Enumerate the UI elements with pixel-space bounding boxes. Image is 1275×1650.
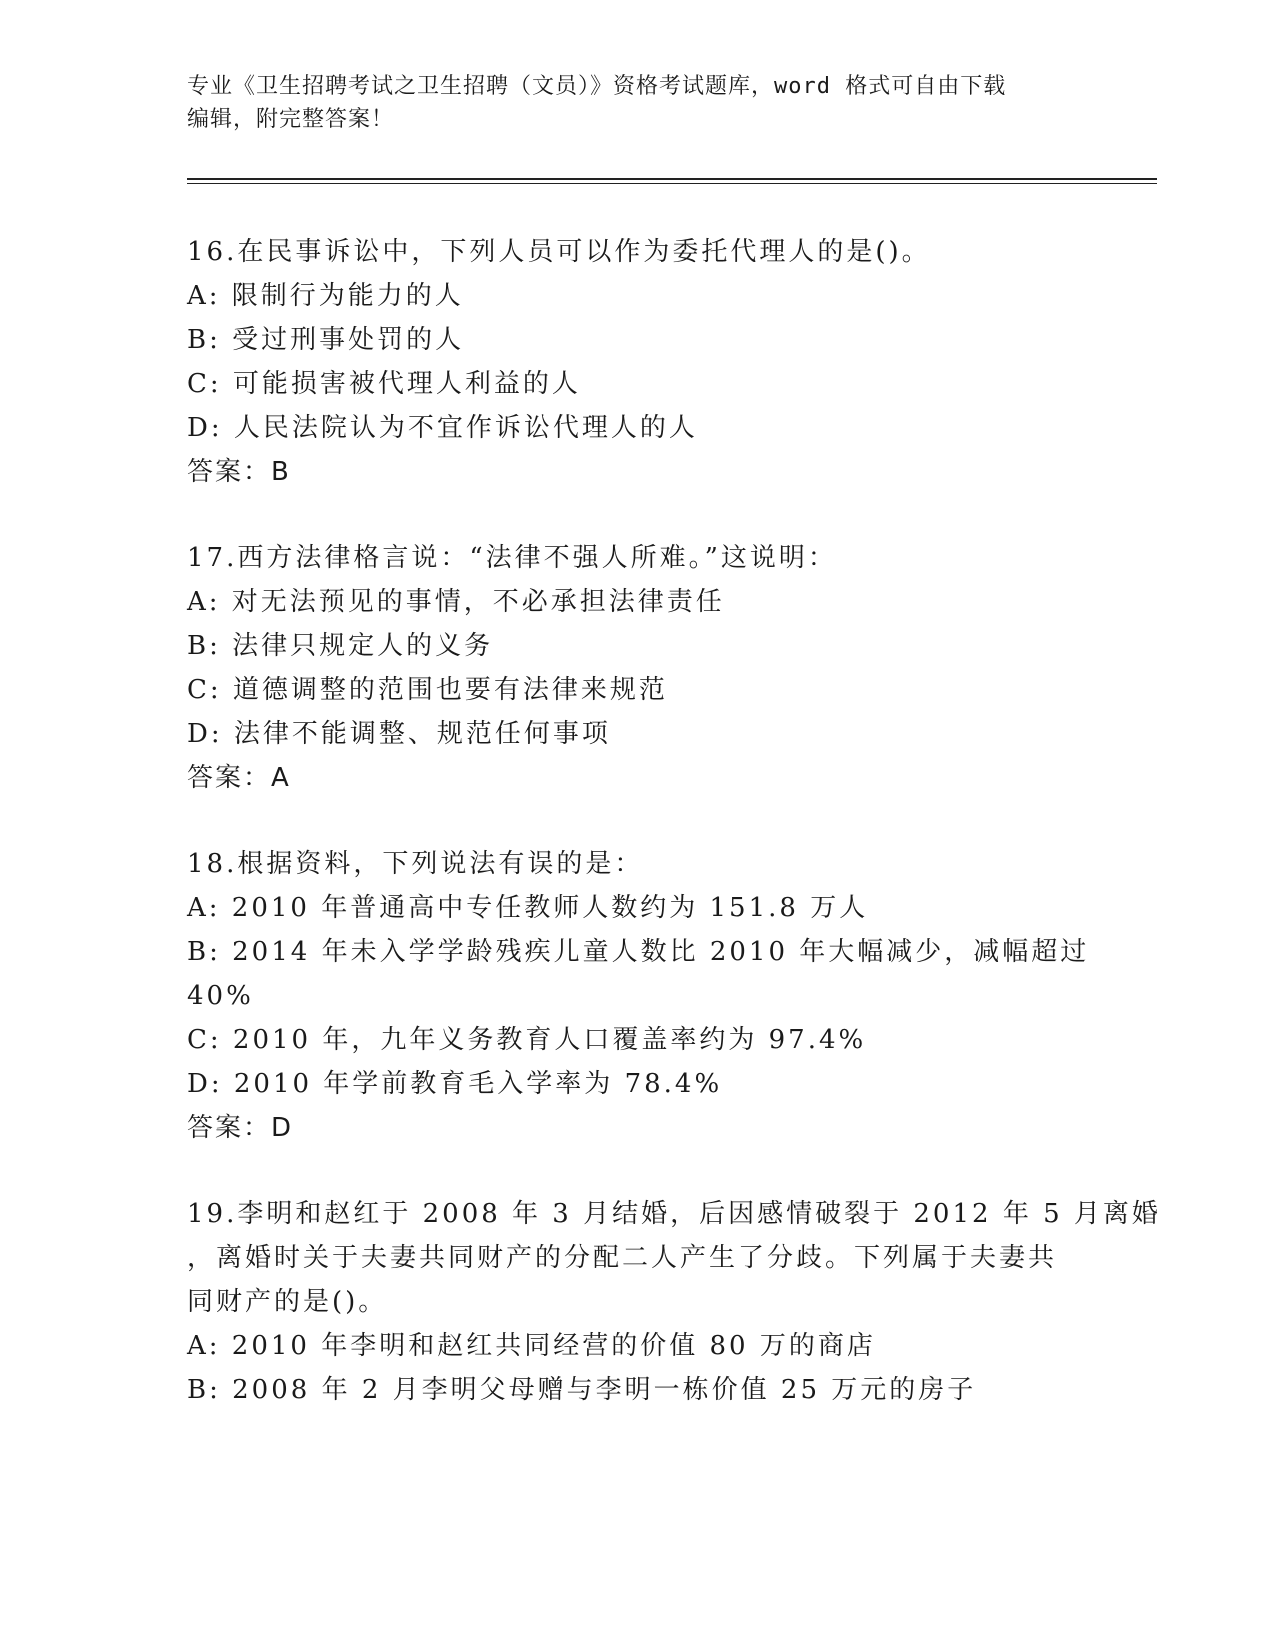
question-16-option-a: A: 限制行为能力的人 bbox=[187, 281, 464, 311]
question-19-option-a: A: 2010 年李明和赵红共同经营的价值 80 万的商店 bbox=[187, 1331, 876, 1361]
question-16-answer: 答案：B bbox=[187, 457, 291, 487]
question-17-answer: 答案：A bbox=[187, 763, 291, 793]
question-18-stem: 18.根据资料，下列说法有误的是： bbox=[187, 849, 644, 879]
header-divider-thin bbox=[187, 183, 1157, 184]
question-16-option-d: D: 人民法院认为不宜作诉讼代理人的人 bbox=[187, 413, 698, 443]
header-line-2: 编辑，附完整答案！ bbox=[187, 107, 395, 132]
question-17-option-d: D: 法律不能调整、规范任何事项 bbox=[187, 719, 611, 749]
question-16-stem: 16.在民事诉讼中，下列人员可以作为委托代理人的是()。 bbox=[187, 237, 931, 267]
question-18-option-a: A: 2010 年普通高中专任教师人数约为 151.8 万人 bbox=[187, 893, 869, 923]
question-17-option-c: C: 道德调整的范围也要有法律来规范 bbox=[187, 675, 668, 705]
document-header bbox=[187, 70, 1077, 136]
header-line-1: 专业《卫生招聘考试之卫生招聘（文员）》资格考试题库，word 格式可自由下载 bbox=[187, 74, 1007, 99]
question-17-option-b: B: 法律只规定人的义务 bbox=[187, 631, 494, 661]
question-18-option-b: B: 2014 年未入学学龄残疾儿童人数比 2010 年大幅减少，减幅超过 bbox=[187, 937, 1090, 967]
question-16-option-c: C: 可能损害被代理人利益的人 bbox=[187, 369, 581, 399]
question-19-option-b: B: 2008 年 2 月李明父母赠与李明一栋价值 25 万元的房子 bbox=[187, 1375, 977, 1405]
header-divider-thick bbox=[187, 178, 1157, 180]
question-18-option-d: D: 2010 年学前教育毛入学率为 78.4% bbox=[187, 1069, 723, 1099]
question-17-option-a: A: 对无法预见的事情，不必承担法律责任 bbox=[187, 587, 725, 617]
question-16-option-b: B: 受过刑事处罚的人 bbox=[187, 325, 465, 355]
question-18-option-c: C: 2010 年，九年义务教育人口覆盖率约为 97.4% bbox=[187, 1025, 867, 1055]
question-19-stem-line-1: 19.李明和赵红于 2008 年 3 月结婚，后因感情破裂于 2012 年 5 月离婚 bbox=[187, 1199, 1161, 1229]
question-18-option-b-continued: 40% bbox=[187, 981, 254, 1011]
question-18-answer: 答案：D bbox=[187, 1113, 294, 1143]
question-19-stem-line-3: 同财产的是()。 bbox=[187, 1287, 388, 1317]
question-17-stem: 17.西方法律格言说：“法律不强人所难。”这说明： bbox=[187, 543, 837, 573]
question-19-stem-line-2: ，离婚时关于夫妻共同财产的分配二人产生了分歧。下列属于夫妻共 bbox=[187, 1243, 1058, 1273]
